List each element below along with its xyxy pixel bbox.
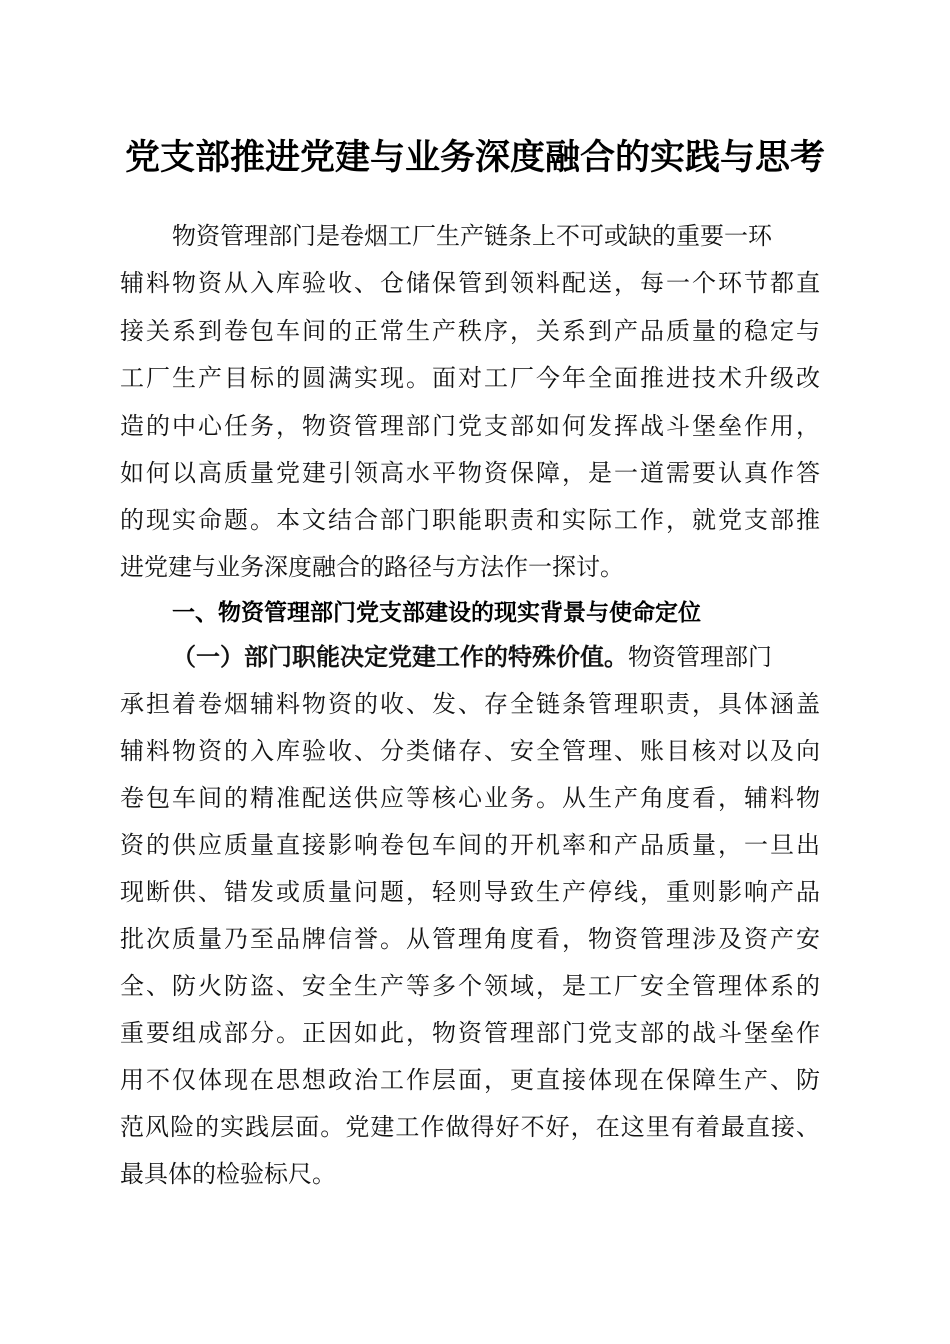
- section-heading: 一、物资管理部门党支部建设的现实背景与使命定位: [172, 600, 701, 626]
- subsection-heading: （一）部门职能决定党建工作的特殊价值。: [172, 642, 628, 671]
- paragraph-line: 如何以高质量党建引领高水平物资保障，是一道需要认真作答: [120, 459, 820, 487]
- paragraph-line: 卷包车间的精准配送供应等核心业务。从生产角度看，辅料物: [120, 784, 820, 812]
- paragraph-line: 辅料物资的入库验收、分类储存、安全管理、账目核对以及向: [120, 737, 820, 765]
- paragraph-line: 承担着卷烟辅料物资的收、发、存全链条管理职责，具体涵盖: [120, 690, 820, 718]
- paragraph-line: 重要组成部分。正因如此，物资管理部门党支部的战斗堡垒作: [120, 1019, 820, 1047]
- paragraph-line: 的现实命题。本文结合部门职能职责和实际工作，就党支部推: [120, 506, 820, 534]
- paragraph-line: 接关系到卷包车间的正常生产秩序，关系到产品质量的稳定与: [120, 317, 820, 345]
- paragraph-line: 现断供、错发或质量问题，轻则导致生产停线，重则影响产品: [120, 878, 820, 906]
- paragraph-line: 全、防火防盗、安全生产等多个领域，是工厂安全管理体系的: [120, 972, 820, 1000]
- paragraph-line: 最具体的检验标尺。: [120, 1160, 336, 1188]
- paragraph-line: 用不仅体现在思想政治工作层面，更直接体现在保障生产、防: [120, 1066, 820, 1094]
- paragraph-line: 造的中心任务，物资管理部门党支部如何发挥战斗堡垒作用，: [120, 412, 820, 440]
- paragraph-text: 物资管理部门: [628, 643, 772, 671]
- paragraph-line: 工厂生产目标的圆满实现。面对工厂今年全面推进技术升级改: [120, 364, 820, 392]
- paragraph-line: 批次质量乃至品牌信誉。从管理角度看，物资管理涉及资产安: [120, 925, 820, 953]
- paragraph-line: 辅料物资从入库验收、仓储保管到领料配送，每一个环节都直: [120, 269, 820, 297]
- paragraph-line: 范风险的实践层面。党建工作做得好不好，在这里有着最直接、: [120, 1113, 820, 1141]
- paragraph-first-line: [172, 637, 772, 677]
- paragraph-line: 物资管理部门是卷烟工厂生产链条上不可或缺的重要一环: [172, 222, 772, 250]
- paragraph-line: 资的供应质量直接影响卷包车间的开机率和产品质量，一旦出: [120, 831, 820, 859]
- document-title: 党支部推进党建与业务深度融合的实践与思考: [124, 137, 825, 178]
- paragraph-line: 进党建与业务深度融合的路径与方法作一探讨。: [120, 553, 624, 581]
